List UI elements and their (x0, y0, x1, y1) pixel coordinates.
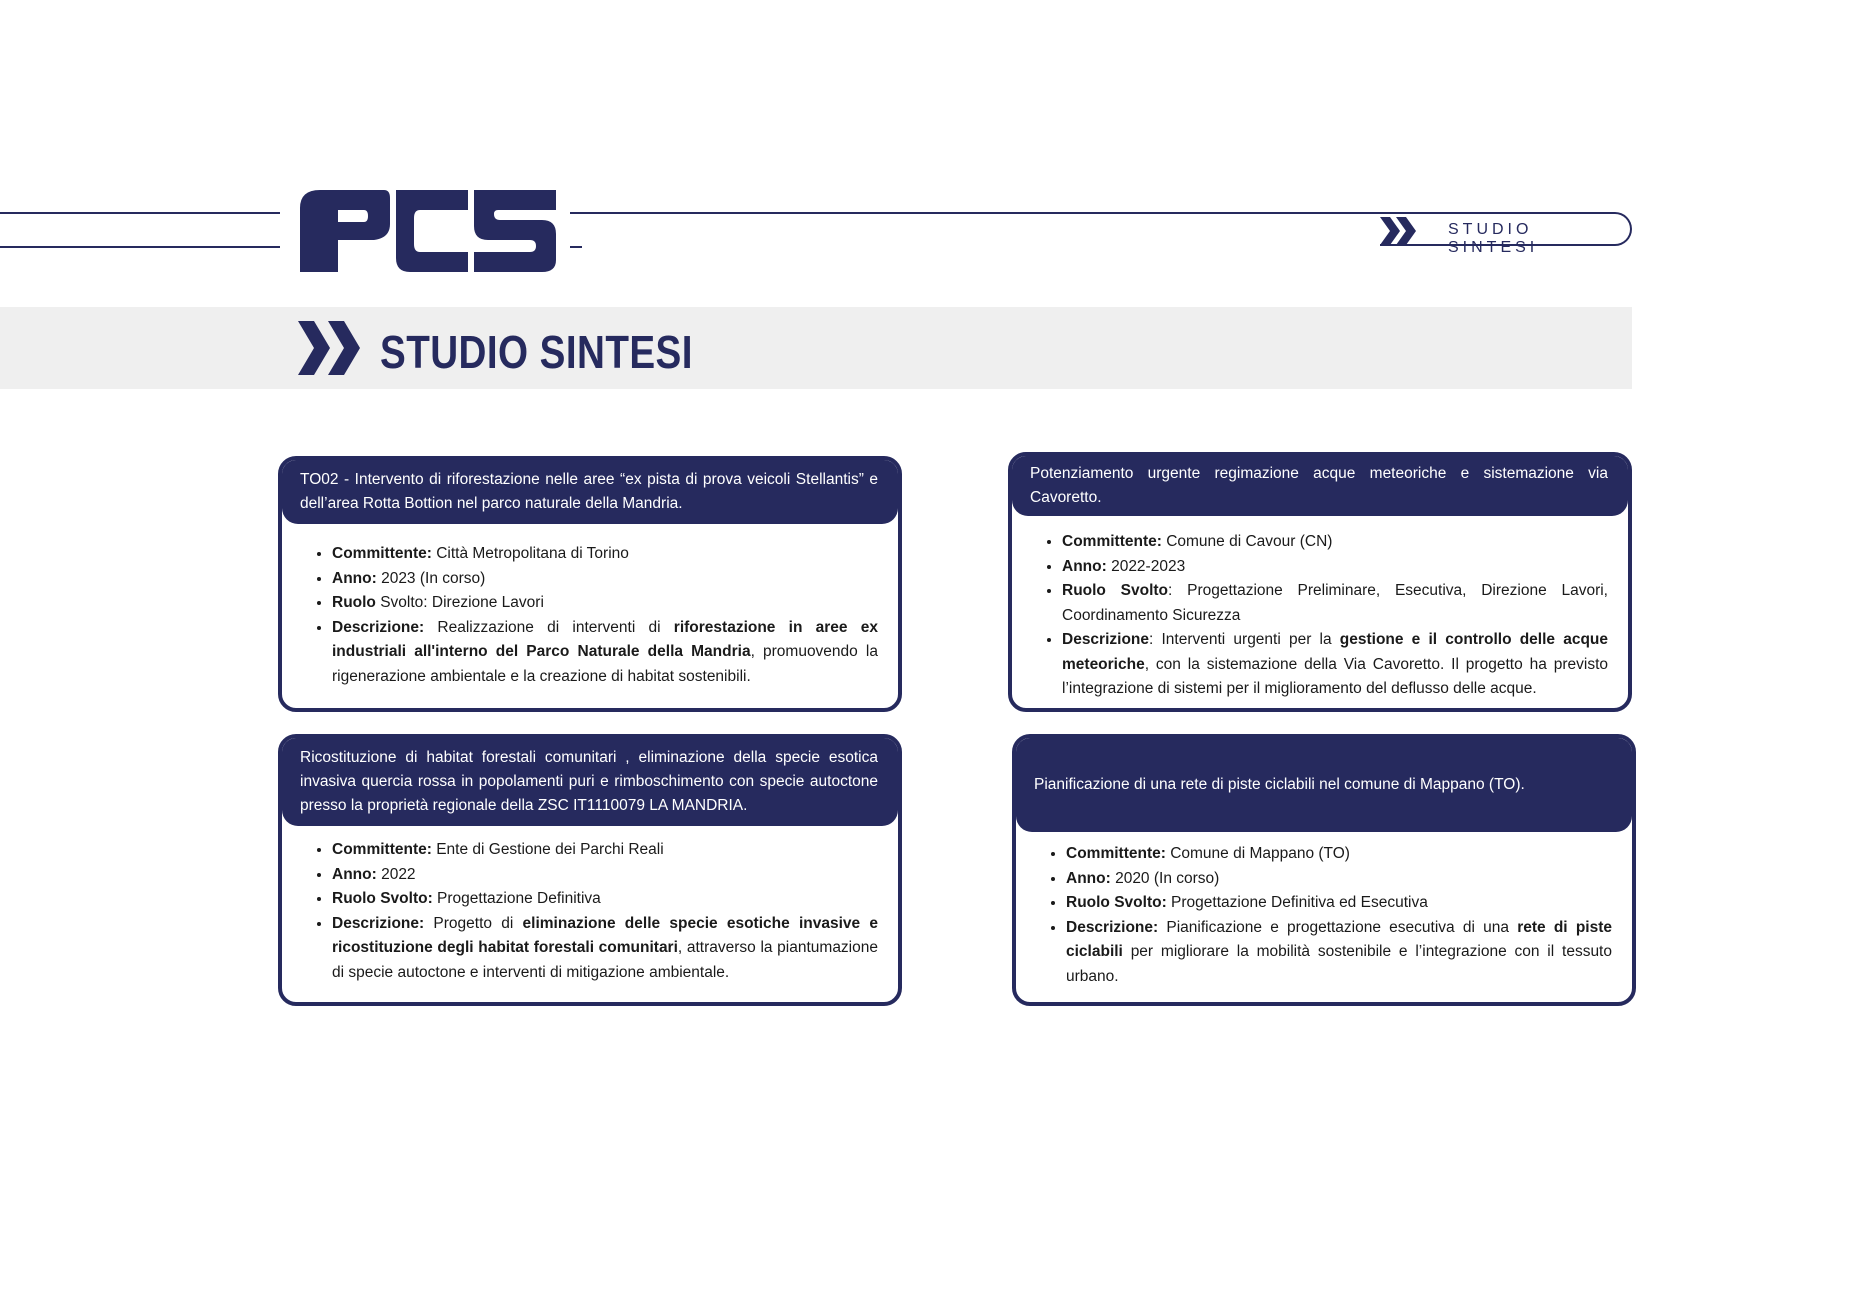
project-card-habitat-forestali (278, 734, 902, 1006)
list-item-committente: • Committente: Comune di Cavour (CN) (1062, 530, 1608, 555)
section-title: STUDIO SINTESI (380, 326, 693, 378)
header-rule-left-bottom (0, 246, 280, 248)
header-rule-right (570, 212, 1400, 214)
list-item-committente: • Committente: Ente di Gestione dei Parchi Reali (332, 838, 878, 863)
list-item-ruolo: • Ruolo Svolto: Progettazione Preliminare, Esecutiva, Direzione Lavori, Coordinamento Sicurezza (1062, 579, 1608, 628)
header-rule-right-bottom (570, 246, 582, 248)
card-title: Potenziamento urgente regimazione acque meteoriche e sistemazione via Cavoretto. (1012, 456, 1628, 516)
list-item-anno: • Anno: 2023 (In corso) (332, 567, 878, 592)
list-item-descrizione: • Descrizione: Interventi urgenti per la gestione e il controllo delle acque meteoriche, con la sistemazione della Via Cavoretto. Il progetto ha previsto l’integrazione di sistemi per il miglioramento del deflusso delle acque. (1062, 628, 1608, 702)
list-item-ruolo: • Ruolo Svolto: Progettazione Definitiva (332, 887, 878, 912)
card-title: Ricostituzione di habitat forestali comunitari , eliminazione della specie esotica invasiva quercia rossa in popolamenti puri e rimboschimento con specie autoctone presso la proprietà regionale della ZSC IT1110079 LA MANDRIA. (282, 738, 898, 826)
list-item-ruolo: • Ruolo Svolto: Progettazione Definitiva ed Esecutiva (1066, 891, 1612, 916)
card-details (312, 838, 878, 985)
card-details (1046, 842, 1612, 989)
pcs-logo (298, 188, 558, 272)
project-card-piste-ciclabili (1012, 734, 1636, 1006)
list-item-anno: • Anno: 2022 (332, 863, 878, 888)
list-item-anno: • Anno: 2022-2023 (1062, 555, 1608, 580)
project-card-riforestazione (278, 456, 902, 712)
list-item-committente: • Committente: Comune di Mappano (TO) (1066, 842, 1612, 867)
header-rule-left-top (0, 212, 280, 214)
section-band (0, 307, 1632, 389)
list-item-descrizione: • Descrizione: Realizzazione di interventi di riforestazione in aree ex industriali all'interno del Parco Naturale della Mandria, promuovendo la rigenerazione ambientale e la creazione di habitat sostenibili. (332, 616, 878, 690)
list-item-descrizione: • Descrizione: Pianificazione e progettazione esecutiva di una rete di piste ciclabili per migliorare la mobilità sostenibile e l’integrazione con il tessuto urbano. (1066, 916, 1612, 990)
list-item-descrizione: • Descrizione: Progetto di eliminazione delle specie esotiche invasive e ricostituzione degli habitat forestali comunitari, attraverso la piantumazione di specie autoctone e interventi di mitigazione ambientale. (332, 912, 878, 986)
card-details (1042, 530, 1608, 702)
card-details (312, 542, 878, 689)
list-item-committente: • Committente: Città Metropolitana di Torino (332, 542, 878, 567)
card-title: TO02 - Intervento di riforestazione nelle aree “ex pista di prova veicoli Stellantis” e dell’area Rotta Bottion nel parco naturale della Mandria. (282, 460, 898, 524)
header-pill-label: STUDIO SINTESI (1448, 221, 1539, 256)
card-title: Pianificazione di una rete di piste ciclabili nel comune di Mappano (TO). (1016, 738, 1632, 832)
list-item-ruolo: • Ruolo Svolto: Direzione Lavori (332, 591, 878, 616)
header-section-pill (1380, 212, 1632, 256)
double-chevron-icon (298, 321, 362, 375)
list-item-anno: • Anno: 2020 (In corso) (1066, 867, 1612, 892)
double-chevron-icon (1380, 217, 1422, 245)
project-card-cavoretto (1008, 452, 1632, 712)
